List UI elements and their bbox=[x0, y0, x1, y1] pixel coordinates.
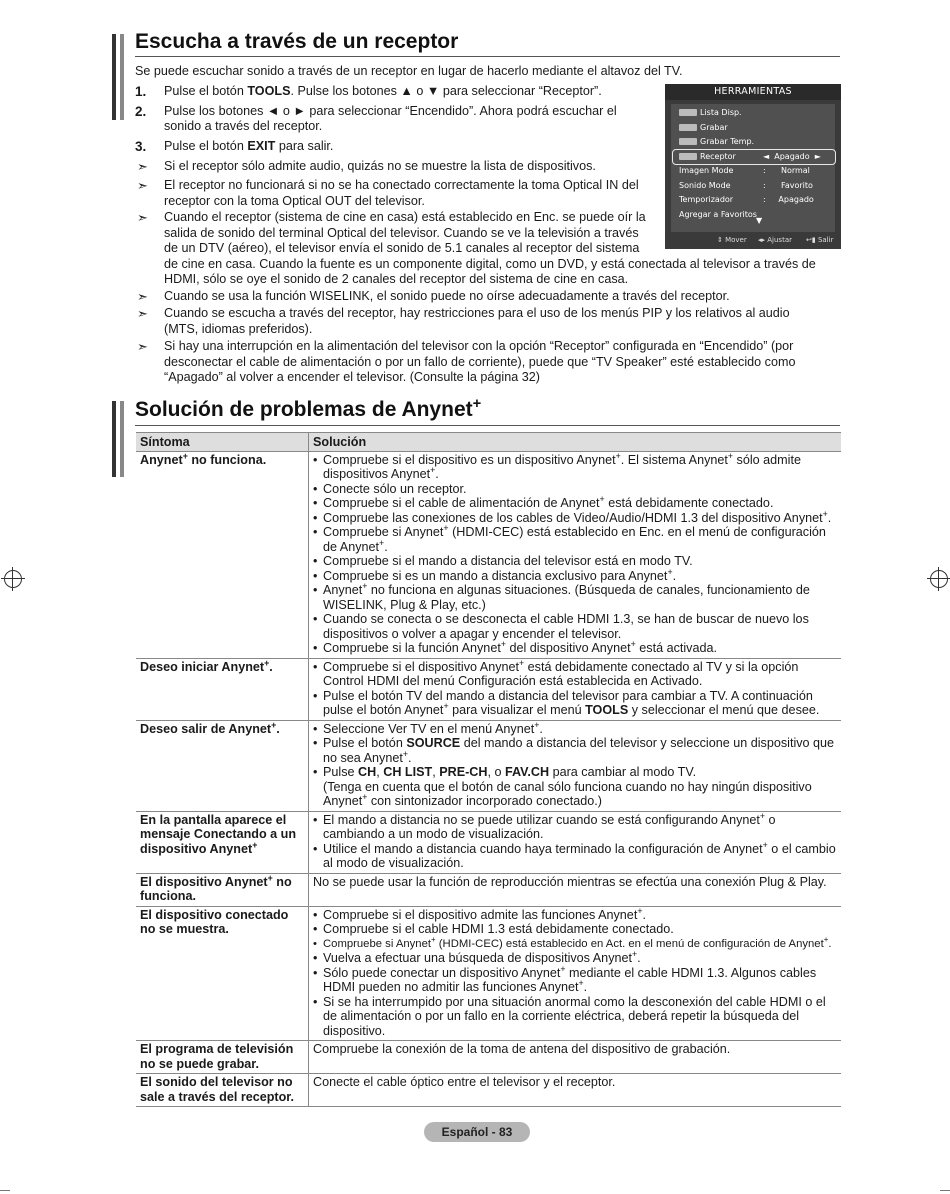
note-line: de un DTV (aéreo), el televisor envía el sonido de 5.1 canales al receptor del sistema bbox=[164, 241, 640, 255]
tools-menu-screenshot bbox=[665, 84, 841, 249]
note-line: de cine en casa. Cuando la fuente es un componente digital, como un DVD, y está conectada al televisor a través de bbox=[164, 256, 816, 271]
menu-item-label: Sonido Mode bbox=[679, 180, 731, 190]
heading-rule bbox=[135, 56, 840, 57]
menu-more-icon: ▼ bbox=[756, 216, 763, 225]
menu-item bbox=[679, 108, 742, 117]
heading-rule bbox=[135, 425, 840, 426]
solution-item: • Utilice el mando a distancia cuando haya terminado la configuración de Anynet+ o el cambio al modo de visualización. bbox=[313, 842, 837, 871]
solution-item: • Vuelva a efectuar una búsqueda de dispositivos Anynet+. bbox=[313, 951, 837, 966]
note-arrow-icon: ➣ bbox=[137, 159, 148, 174]
menu-item-value: : Apagado bbox=[763, 195, 814, 204]
solution-item: • Sólo puede conectar un dispositivo Anynet+ mediante el cable HDMI 1.3. Algunos cables HDMI pueden no admitir las funciones Anynet+. bbox=[313, 966, 837, 995]
menu-item-value: : Normal bbox=[763, 166, 810, 175]
note-line: Cuando el receptor (sistema de cine en casa) está establecido en Enc. se puede oír la bbox=[164, 210, 646, 224]
section-title: Escucha a través de un receptor bbox=[135, 30, 459, 53]
solution-item: • Compruebe las conexiones de los cables de Video/Audio/HDMI 1.3 del dispositivo Anynet+. bbox=[313, 511, 837, 526]
table-row bbox=[136, 873, 841, 906]
menu-item bbox=[679, 195, 814, 204]
solution-item: • Pulse el botón TV del mando a distancia del televisor para cambiar a TV. A continuación pulse el botón Anynet+ para visualizar el menú TOOLS y seleccionar el menú que desee. bbox=[313, 689, 837, 718]
symptom-cell: En la pantalla aparece el mensaje Conectando a un dispositivo Anynet+ bbox=[136, 811, 309, 873]
solution-item: • Compruebe si Anynet+ (HDMI-CEC) está establecido en Act. en el menú de configuración de Anynet+. bbox=[313, 937, 837, 952]
solution-cell: Compruebe la conexión de la toma de antena del dispositivo de grabación. bbox=[309, 1041, 842, 1074]
menu-item bbox=[679, 151, 821, 161]
page-number-badge: Español - 83 bbox=[424, 1122, 530, 1142]
registration-mark-icon bbox=[4, 570, 22, 588]
menu-item-label: Agregar a Favoritos bbox=[679, 209, 757, 219]
menu-item-value: ◄ Apagado ► bbox=[763, 151, 821, 161]
note-line: “Apagado” al volver a encender el televisor. (Consulte la página 32) bbox=[164, 370, 540, 384]
section-bar bbox=[112, 401, 126, 477]
solution-item: • Pulse el botón SOURCE del mando a distancia del televisor y seleccione un dispositivo que no sea Anynet+. bbox=[313, 736, 837, 765]
solution-item: • Seleccione Ver TV en el menú Anynet+. bbox=[313, 722, 837, 737]
menu-item-label: Receptor bbox=[700, 151, 736, 161]
symptom-cell: Anynet+ no funciona. bbox=[136, 451, 309, 658]
note-line: Si hay una interrupción en la alimentación del televisor con la opción “Receptor” configurada en “Encendido” (por bbox=[164, 339, 794, 353]
solution-cell bbox=[309, 906, 842, 1041]
note-line: (MTS, idiomas preferidos). bbox=[164, 321, 313, 336]
menu-item bbox=[679, 166, 810, 175]
solution-item: • Pulse CH, CH LIST, PRE-CH, o FAV.CH para cambiar al modo TV. (Tenga en cuenta que el botón de canal sólo funciona cuando no hay ningún dispositivo Anynet+ con sintonizador incorporado conectado.) bbox=[313, 765, 837, 809]
note-line: salida de sonido del terminal Optical del televisor. Cuando se ve la televisión a través bbox=[164, 225, 639, 240]
solution-item: • Conecte sólo un receptor. bbox=[313, 482, 837, 497]
adjust-hint: ◂▸ Ajustar bbox=[758, 236, 792, 244]
note-line: El receptor no funcionará si no se ha conectado correctamente la toma Optical IN del bbox=[164, 178, 639, 192]
solution-cell bbox=[309, 658, 842, 720]
table-row bbox=[136, 1041, 841, 1074]
solution-cell bbox=[309, 720, 842, 811]
menu-item-label: Lista Disp. bbox=[700, 108, 742, 117]
table-row bbox=[136, 811, 841, 873]
solution-item: • Anynet+ no funciona en algunas situaciones. (Búsqueda de canales, funcionamiento de WISELINK, Plug & Play, etc.) bbox=[313, 583, 837, 612]
solution-cell: No se puede usar la función de reproducción mientras se efectúa una conexión Plug & Play. bbox=[309, 873, 842, 906]
symptom-cell: El dispositivo Anynet+ no funciona. bbox=[136, 873, 309, 906]
solution-item: • El mando a distancia no se puede utilizar cuando se está configurando Anynet+ o cambiando a un modo de visualización. bbox=[313, 813, 837, 842]
symptom-cell: El dispositivo conectado no se muestra. bbox=[136, 906, 309, 1041]
menu-item-label: Grabar bbox=[700, 122, 728, 132]
solution-cell bbox=[309, 811, 842, 873]
solution-item: • Compruebe si el cable HDMI 1.3 está debidamente conectado. bbox=[313, 922, 837, 937]
solution-item: • Compruebe si el dispositivo admite las funciones Anynet+. bbox=[313, 908, 837, 923]
anynet-icon bbox=[679, 109, 697, 116]
solution-item: • Si se ha interrumpido por una situación anormal como la desconexión del cable HDMI o el de alimentación o por un fallo en la corriente eléctrica, deberá repetir la búsqueda del dispositivo. bbox=[313, 995, 837, 1039]
menu-item-label: Temporizador bbox=[679, 195, 734, 204]
note-arrow-icon: ➣ bbox=[137, 210, 148, 225]
menu-title: HERRAMIENTAS bbox=[665, 84, 841, 100]
anynet-icon bbox=[679, 153, 697, 160]
col-symptom: Síntoma bbox=[136, 433, 309, 452]
solution-item: • Cuando se conecta o se desconecta el cable HDMI 1.3, se han de buscar de nuevo los dispositivos o volver a apagar y encender el televisor. bbox=[313, 612, 837, 641]
table-row bbox=[136, 720, 841, 811]
symptom-cell: Deseo iniciar Anynet+. bbox=[136, 658, 309, 720]
note-arrow-icon: ➣ bbox=[137, 306, 148, 321]
solution-item: • Compruebe si Anynet+ (HDMI-CEC) está establecido en Enc. en el menú de configuración de Anynet+. bbox=[313, 525, 837, 554]
solution-cell bbox=[309, 451, 842, 658]
note-arrow-icon: ➣ bbox=[137, 289, 148, 304]
note-line: Cuando se escucha a través del receptor, hay restricciones para el uso de los menús PIP y los relativos al audio bbox=[164, 306, 790, 320]
menu-item-label: Grabar Temp. bbox=[700, 137, 755, 146]
menu-item bbox=[679, 137, 754, 146]
menu-item-value: : Favorito bbox=[763, 180, 813, 190]
solution-item: • Compruebe si el dispositivo Anynet+ está debidamente conectado al TV y si la opción Control HDMI del menú Configuración está establecida en Activado. bbox=[313, 660, 837, 689]
menu-footer bbox=[665, 234, 841, 248]
menu-item-label: Imagen Mode bbox=[679, 166, 734, 175]
anynet-icon bbox=[679, 138, 697, 145]
menu-item bbox=[679, 180, 813, 190]
troubleshooting-table bbox=[136, 432, 841, 1107]
solution-item: • Compruebe si la función Anynet+ del dispositivo Anynet+ está activada. bbox=[313, 641, 837, 656]
intro-text: Se puede escuchar sonido a través de un receptor en lugar de hacerlo mediante el altavoz del TV. bbox=[135, 64, 683, 78]
table-row bbox=[136, 658, 841, 720]
solution-item: • Compruebe si el mando a distancia del televisor está en modo TV. bbox=[313, 554, 837, 569]
note-line: Si el receptor sólo admite audio, quizás no se muestre la lista de dispositivos. bbox=[164, 159, 596, 173]
note-line: Cuando se usa la función WISELINK, el sonido puede no oírse adecuadamente a través del receptor. bbox=[164, 289, 730, 303]
symptom-cell: El sonido del televisor no sale a través del receptor. bbox=[136, 1074, 309, 1107]
solution-cell: Conecte el cable óptico entre el televisor y el receptor. bbox=[309, 1074, 842, 1107]
solution-item: • Compruebe si el dispositivo es un dispositivo Anynet+. El sistema Anynet+ sólo admite dispositivos Anynet+. bbox=[313, 453, 837, 482]
note-line: HDMI, sólo se oye el sonido de 2 canales del receptor del sistema de cine en casa. bbox=[164, 272, 629, 286]
solution-item: • Compruebe si el cable de alimentación de Anynet+ está debidamente conectado. bbox=[313, 496, 837, 511]
anynet-icon bbox=[679, 124, 697, 131]
note-line: receptor con la toma Optical OUT del televisor. bbox=[164, 193, 425, 208]
solution-item: • Compruebe si es un mando a distancia exclusivo para Anynet+. bbox=[313, 569, 837, 584]
section-bar bbox=[112, 34, 126, 120]
note-arrow-icon: ➣ bbox=[137, 339, 148, 354]
table-row bbox=[136, 1074, 841, 1107]
crop-mark bbox=[940, 1190, 950, 1191]
note-line: desconectar el cable de alimentación o por un fallo de corriente), puede que “TV Speaker” esté establecido como bbox=[164, 354, 796, 369]
exit-hint: ↩▮ Salir bbox=[806, 236, 834, 244]
move-hint: ⇕ Mover bbox=[717, 236, 747, 244]
menu-item bbox=[679, 210, 757, 219]
col-solution: Solución bbox=[309, 433, 842, 452]
registration-mark-icon bbox=[930, 570, 948, 588]
crop-mark bbox=[0, 1190, 10, 1191]
symptom-cell: Deseo salir de Anynet+. bbox=[136, 720, 309, 811]
table-row bbox=[136, 906, 841, 1041]
section-title: Solución de problemas de Anynet+ bbox=[135, 396, 482, 421]
menu-item bbox=[679, 123, 728, 132]
note-arrow-icon: ➣ bbox=[137, 178, 148, 193]
table-row bbox=[136, 451, 841, 658]
symptom-cell: El programa de televisión no se puede grabar. bbox=[136, 1041, 309, 1074]
